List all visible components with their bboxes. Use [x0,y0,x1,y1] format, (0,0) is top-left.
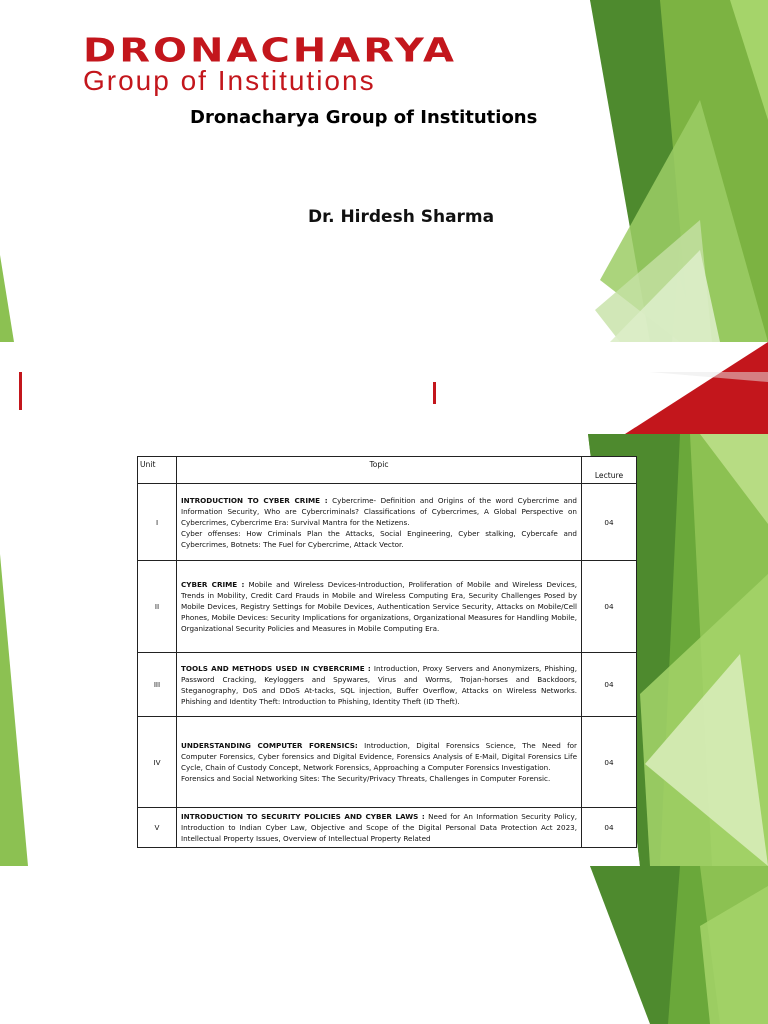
lecture-count: 04 [582,808,637,848]
red-accent-bar [19,372,22,410]
lecture-count: 04 [582,653,637,717]
unit-number: II [138,561,177,653]
topic-text: Mobile and Wireless Devices-Introduction, Proliferation of Mobile and Wireless Devices, Trends in Mobility, Credit Card Frauds in Mobile and Wireless Computing Era, Security Challenges Posed by Mobile Devices, Registry Settings for Mobile Devices, Authentication Service Security, Attacks on Mobile/Cell Phones, Mobile Devices: Security Implications for organizations, Organizational Measures for Handling Mobile, Organizational Security Policies and Measures in Mobile Computing Era. [181,580,577,633]
topic-heading: INTRODUCTION TO CYBER CRIME : [181,495,328,505]
topic-heading: UNDERSTANDING COMPUTER FORENSICS: [181,741,358,750]
topic-text: Cybercrime- Definition and Origins of the word Cybercrime and Information Security, Who are Cybercriminals? Classifications of Cybercrimes, A Global Perspective on Cybercrimes, Cybercrime Era: Survival Mantra for the Netizens. [181,495,577,527]
topic-text: Introduction, Digital Forensics Science, The Need for Computer Forensics, Cyber forensics and Digital Evidence, Forensics Analysis of E-Mail, Digital Forensics Life Cycle, Chain of Custody Concept, Network Forensics, Approaching a Computer Forensics Investigation. [181,741,577,772]
lecture-count: 04 [582,484,637,561]
unit-number: III [138,653,177,717]
topic-heading: TOOLS AND METHODS USED IN CYBERCRIME : [181,663,371,673]
slide-syllabus [0,434,768,866]
slide-blank [0,342,768,434]
topic-cell [177,484,582,561]
green-facets-decoration [0,866,768,1024]
header-lecture: Lecture [582,457,637,484]
topic-cell [177,808,582,848]
topic-text-continued: Cyber offenses: How Criminals Plan the Attacks, Social Engineering, Cyber stalking, Cybercafe and Cybercrimes, Botnets: The Fuel for Cybercrime, Attack Vector. [181,528,577,549]
logo-wordmark: DRONACHARYA [83,31,457,70]
table-header-row [138,457,637,484]
topic-cell [177,561,582,653]
table-row [138,808,637,848]
syllabus-table-container [137,456,637,848]
logo-tagline: Group of Institutions [83,65,376,96]
unit-number: IV [138,717,177,808]
unit-number: I [138,484,177,561]
topic-heading: INTRODUCTION TO SECURITY POLICIES AND CYBER LAWS : [181,812,425,821]
red-accent-bar [433,382,436,404]
institution-logo [83,31,578,96]
header-topic: Topic [177,457,582,484]
topic-text-continued: Forensics and Social Networking Sites: The Security/Privacy Threats, Challenges in Computer Forensic. [181,774,551,783]
topic-heading: CYBER CRIME : [181,580,245,589]
topic-text: Need for An Information Security Policy, Introduction to Indian Cyber Law, Objective and Scope of the Digital Personal Data Protection Act 2023, Intellectual Property Issues, Overview of Intellectual Property Related [181,812,578,843]
topic-cell [177,653,582,717]
table-row [138,484,637,561]
syllabus-table [137,456,637,848]
topic-cell [177,717,582,808]
red-corner-decoration [0,342,768,434]
header-unit: Unit [138,457,177,484]
table-row [138,653,637,717]
lecture-count: 04 [582,717,637,808]
slide-title-text: Dronacharya Group of Institutions [190,107,538,128]
unit-number: V [138,808,177,848]
lecture-count: 04 [582,561,637,653]
slide-next [0,866,768,1024]
author-name: Dr. Hirdesh Sharma [308,207,495,227]
slide-title [0,0,768,342]
topic-text: Introduction, Proxy Servers and Anonymizers, Phishing, Password Cracking, Keyloggers and Spywares, Virus and Worms, Trojan-horses and Backdoors, Steganography, DoS and DDoS At-tacks, SQL injection, Buffer Overflow, Attacks on Wireless Networks. Phishing and Identity Theft: Introduction to Phishing, Identity Theft (ID Theft). [181,663,578,706]
table-row [138,717,637,808]
table-row [138,561,637,653]
